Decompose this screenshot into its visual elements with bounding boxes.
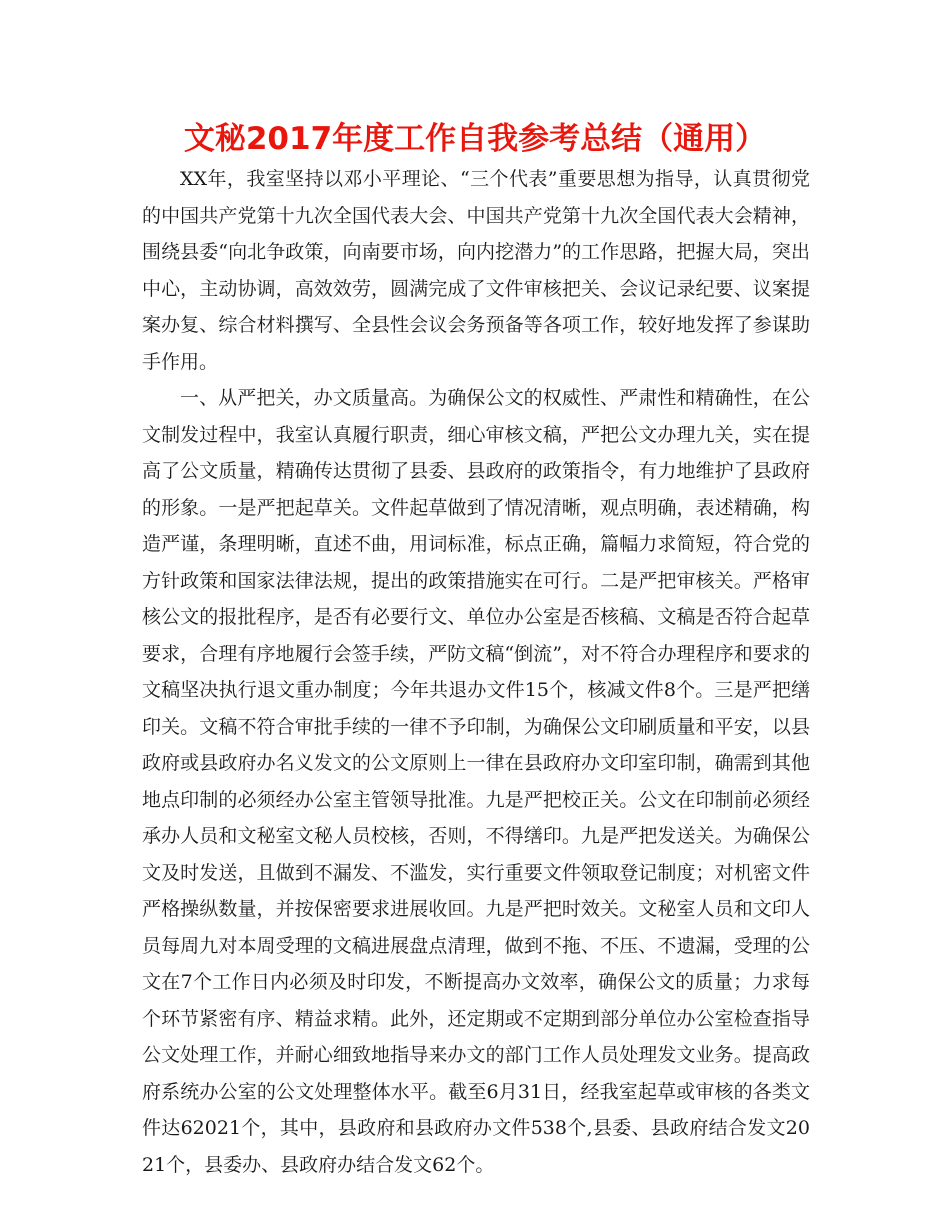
document-title: 文秘2017年度工作自我参考总结（通用） xyxy=(183,121,767,157)
document-body xyxy=(142,161,810,1183)
paragraph-section-1: 一、从严把关，办文质量高。为确保公文的权威性、严肃性和精确性，在公文制发过程中，我室认真履行职责，细心审核文稿，严把公文办理九关，实在提高了公文质量，精确传达贯彻了县委、县政府的政策指令，有力地维护了县政府的形象。一是严把起草关。文件起草做到了情况清晰，观点明确，表述精确，构造严谨，条理明晰，直述不曲，用词标准，标点正确，篇幅力求简短，符合党的方针政策和国家法律法规，提出的政策措施实在可行。二是严把审核关。严格审核公文的报批程序，是否有必要行文、单位办公室是否核稿、文稿是否符合起草要求，合理有序地履行会签手续，严防文稿“倒流”，对不符合办理程序和要求的文稿坚决执行退文重办制度；今年共退办文件15个，核减文件8个。三是严把缮印关。文稿不符合审批手续的一律不予印制，为确保公文印刷质量和平安，以县政府或县政府办名义发文的公文原则上一律在县政府办文印室印制，确需到其他地点印制的必须经办公室主管领导批准。九是严把校正关。公文在印制前必须经承办人员和文秘室文秘人员校核，否则，不得缮印。九是严把发送关。为确保公文及时发送，且做到不漏发、不滥发，实行重要文件领取登记制度；对机密文件严格操纵数量，并按保密要求进展收回。九是严把时效关。文秘室人员和文印人员每周九对本周受理的文稿进展盘点清理，做到不拖、不压、不遗漏，受理的公文在7个工作日内必须及时印发，不断提高办文效率，确保公文的质量；力求每个环节紧密有序、精益求精。此外，还定期或不定期到部分单位办公室检查指导公文处理工作，并耐心细致地指导来办文的部门工作人员处理发文业务。提高政府系统办公室的公文处理整体水平。截至6月31日，经我室起草或审核的各类文件达62021个，其中，县政府和县政府办文件538个,县委、县政府结合发文2021个，县委办、县政府办结合发文62个。 xyxy=(142,387,810,1176)
paragraph-intro: XX年，我室坚持以邓小平理论、“三个代表”重要思想为指导，认真贯彻党的中国共产党第十九次全国代表大会、中国共产党第十九次全国代表大会精神，围绕县委“向北争政策，向南要市场，向内挖潜力”的工作思路，把握大局，突出中心，主动协调，高效效劳，圆满完成了文件审核把关、会议记录纪要、议案提案办复、综合材料撰写、全县性会议会务预备等各项工作，较好地发挥了参谋助手作用。 xyxy=(142,168,810,373)
